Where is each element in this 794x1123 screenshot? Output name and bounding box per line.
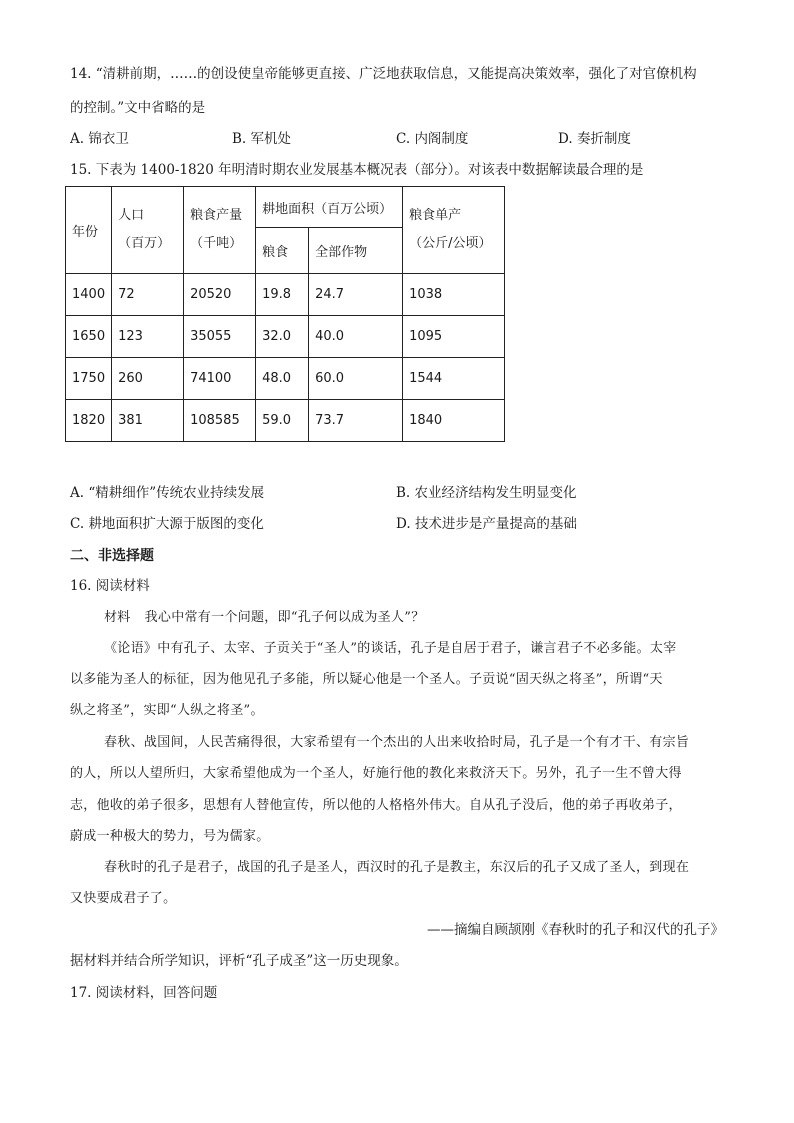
q16-p2-line2: 的人，所以人望所归，大家希望他成为一个圣人，好施行他的教化来救济天下。另外，孔子一生不曾大得 bbox=[70, 766, 682, 781]
q16-p1-line2: 以多能为圣人的标征，因为他见孔子多能，所以疑心他是一个圣人。子贡说“固天纵之将圣”，所谓“天 bbox=[70, 672, 663, 687]
q16-stem: 16. 阅读材料 bbox=[70, 578, 150, 594]
q14-stem-line2: 的控制。”文中省略的是 bbox=[70, 100, 206, 116]
cell-year: 1400 bbox=[66, 274, 112, 316]
cell-area-all: 73.7 bbox=[309, 400, 403, 442]
cell-grain-output: 20520 bbox=[184, 274, 256, 316]
cell-area-all: 24.7 bbox=[309, 274, 403, 316]
cell-yield: 1038 bbox=[403, 274, 505, 316]
header-year: 年份 bbox=[66, 187, 112, 274]
section-title: 二、非选择题 bbox=[70, 548, 154, 564]
cell-year: 1820 bbox=[66, 400, 112, 442]
q16-p2-line3: 志，他收的弟子很多，思想有人替他宣传，所以他的人格格外伟大。自从孔子没后，他的弟子再收弟子， bbox=[70, 798, 682, 813]
cell-yield: 1544 bbox=[403, 358, 505, 400]
table-row bbox=[66, 400, 505, 442]
q16-p3-line2: 又快要成君子了。 bbox=[70, 891, 177, 906]
q14-option-b: B. 军机处 bbox=[232, 131, 292, 147]
cell-area-all: 60.0 bbox=[309, 358, 403, 400]
table-row bbox=[66, 274, 505, 316]
table-row bbox=[66, 316, 505, 358]
cell-year: 1650 bbox=[66, 316, 112, 358]
cell-area-grain: 59.0 bbox=[256, 400, 309, 442]
q16-source: ——摘编自顾颉刚《春秋时的孔子和汉代的孔子》 bbox=[427, 922, 724, 938]
q15-option-d: D. 技术进步是产量提高的基础 bbox=[396, 516, 577, 532]
cell-area-all: 40.0 bbox=[309, 316, 403, 358]
cell-yield: 1095 bbox=[403, 316, 505, 358]
cell-grain-output: 74100 bbox=[184, 358, 256, 400]
cell-population: 72 bbox=[112, 274, 184, 316]
q16-task: 据材料并结合所学知识，评析“孔子成圣”这一历史现象。 bbox=[70, 953, 408, 969]
q16-p1-line3: 纵之将圣”，实即“人纵之将圣”。 bbox=[70, 703, 264, 718]
q15-option-a: A. “精耕细作”传统农业持续发展 bbox=[70, 485, 265, 501]
q16-p2-line1: 春秋、战国间，人民苦痛得很，大家希望有一个杰出的人出来收拾时局，孔子是一个有才干、有宗旨 bbox=[104, 735, 690, 750]
q14-option-d: D. 奏折制度 bbox=[558, 131, 631, 147]
cell-grain-output: 35055 bbox=[184, 316, 256, 358]
table-row bbox=[66, 358, 505, 400]
header-grain-output: 粮食产量 （千吨） bbox=[184, 187, 256, 274]
cell-year: 1750 bbox=[66, 358, 112, 400]
cell-population: 123 bbox=[112, 316, 184, 358]
header-grain-yield: 粮食单产 （公斤/公顷） bbox=[403, 187, 505, 274]
cell-population: 381 bbox=[112, 400, 184, 442]
q16-p1-line1: 《论语》中有孔子、太宰、子贡关于“圣人”的谈话，孔子是自居于君子，谦言君子不必多能。太宰 bbox=[104, 641, 677, 656]
header-arable-area: 耕地面积（百万公顷） bbox=[256, 187, 403, 228]
q17-stem: 17. 阅读材料，回答问题 bbox=[70, 985, 218, 1001]
q16-p3-line1: 春秋时的孔子是君子，战国的孔子是圣人，西汉时的孔子是教主，东汉后的孔子又成了圣人，到现在 bbox=[104, 860, 690, 875]
cell-grain-output: 108585 bbox=[184, 400, 256, 442]
cell-area-grain: 48.0 bbox=[256, 358, 309, 400]
q15-option-b: B. 农业经济结构发生明显变化 bbox=[396, 485, 577, 501]
q14-option-a: A. 锦衣卫 bbox=[70, 131, 129, 147]
cell-population: 260 bbox=[112, 358, 184, 400]
header-area-grain: 粮食 bbox=[256, 228, 309, 274]
q16-material-intro: 材料 我心中常有一个问题，即“孔子何以成为圣人”？ bbox=[104, 610, 425, 625]
agriculture-table bbox=[65, 186, 505, 442]
cell-yield: 1840 bbox=[403, 400, 505, 442]
header-population: 人口 （百万） bbox=[112, 187, 184, 274]
q14-stem-line1: 14. “清耕前期，……的创设使皇帝能够更直接、广泛地获取信息，又能提高决策效率，强化了对官僚机构 bbox=[70, 66, 697, 82]
header-area-all-crops: 全部作物 bbox=[309, 228, 403, 274]
cell-area-grain: 19.8 bbox=[256, 274, 309, 316]
q14-option-c: C. 内阁制度 bbox=[396, 131, 469, 147]
q15-option-c: C. 耕地面积扩大源于版图的变化 bbox=[70, 516, 264, 532]
q15-stem: 15. 下表为 1400-1820 年明清时期农业发展基本概况表（部分）。对该表中数据解读最合理的是 bbox=[70, 162, 644, 178]
cell-area-grain: 32.0 bbox=[256, 316, 309, 358]
q16-p2-line4: 蔚成一种极大的势力，号为儒家。 bbox=[70, 829, 270, 844]
